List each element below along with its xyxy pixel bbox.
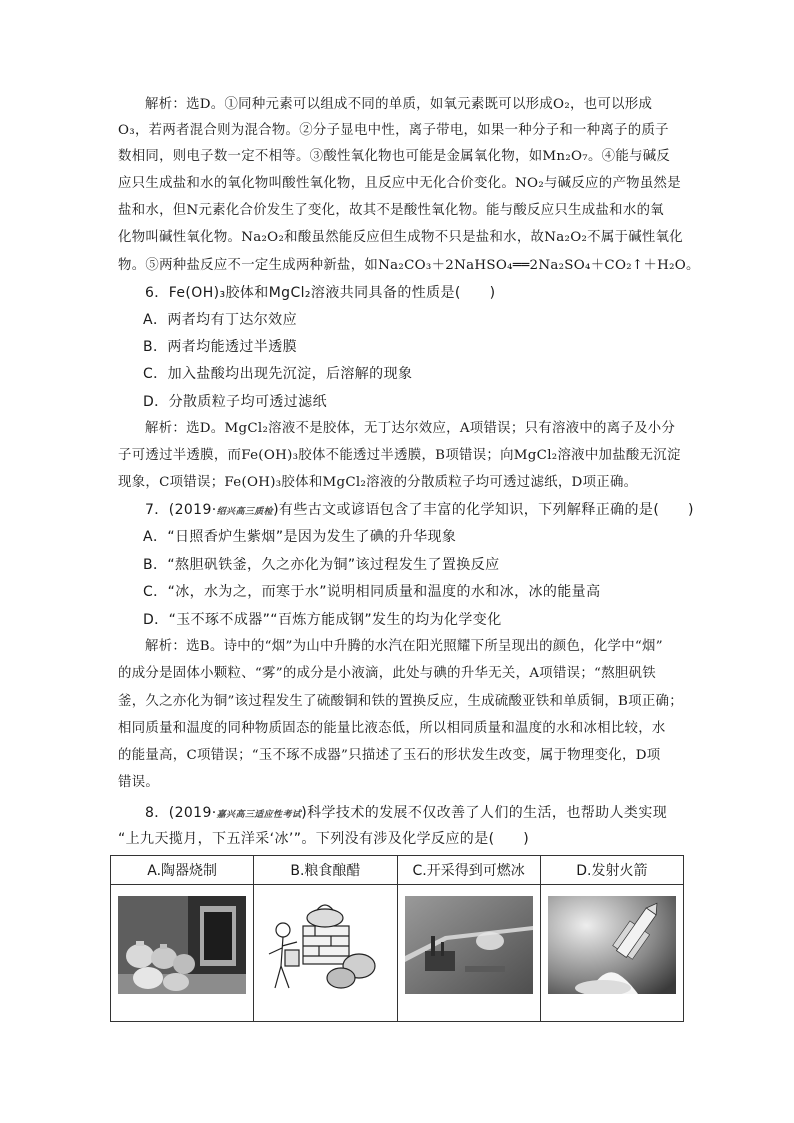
explanation-line: 盐和水，但N元素化合价发生了变化，故其不是酸性氧化物。能与酸反应只生成盐和水的氧 — [118, 203, 664, 218]
combustible-ice-mining-image — [405, 896, 533, 994]
rocket-launch-image — [548, 896, 676, 994]
explanation-line: 应只生成盐和水的氧化物叫酸性氧化物，且反应中无化合价变化。NO₂与碱反应的产物虽然是 — [118, 176, 681, 191]
options-table — [110, 855, 684, 1022]
explanation-line: 的能量高，C项错误；“玉不琢不成器”只描述了玉石的形状发生改变，属于物理变化，D项 — [118, 748, 661, 763]
question-stem — [145, 500, 694, 522]
explanation-line: 现象，C项错误；Fe(OH)₃胶体和MgCl₂溶液的分散质粒子均可透过滤纸，D项正确。 — [118, 475, 638, 490]
option-d-label: D.发射火箭 — [540, 856, 683, 885]
option-d: D．分散质粒子均可透过滤纸 — [143, 394, 327, 410]
explanation-line: 错误。 — [118, 775, 160, 790]
explanation-line: 的成分是固体小颗粒、“雾”的成分是小液滴，此处与碘的升华无关，A项错误；“熬胆矾铁 — [118, 666, 656, 681]
option-b: B．“熬胆矾铁釜，久之亦化为铜”该过程发生了置换反应 — [143, 557, 500, 573]
question-source: 绍兴高三质检 — [216, 507, 274, 517]
question-number: 8．(2019· — [145, 805, 217, 821]
explanation-line: 子可透过半透膜，而Fe(OH)₃胶体不能透过半透膜，B项错误；向MgCl₂溶液中加盐酸无沉淀 — [118, 448, 681, 463]
explanation-line: 物。⑤两种盐反应不一定生成两种新盐，如Na₂CO₃＋2NaHSO₄══2Na₂SO₄＋CO₂↑＋H₂O。 — [118, 258, 700, 273]
vinegar-brewing-image — [261, 896, 389, 994]
question-stem — [145, 803, 690, 825]
option-a: A．“日照香炉生紫烟”是因为发生了碘的升华现象 — [143, 529, 457, 545]
option-a: A．两者均有丁达尔效应 — [143, 312, 297, 328]
option-b: B．两者均能透过半透膜 — [143, 339, 298, 355]
explanation-line: 解析：选B。诗中的“烟”为山中升腾的水汽在阳光照耀下所呈现出的颜色，化学中“烟” — [145, 639, 663, 654]
option-c: C．“冰，水为之，而寒于水”说明相同质量和温度的水和冰，冰的能量高 — [143, 584, 601, 600]
question-stem: 6．Fe(OH)₃胶体和MgCl₂溶液共同具备的性质是( ) — [145, 285, 496, 301]
explanation-line: 化物叫碱性氧化物。Na₂O₂和酸虽然能反应但生成物不只是盐和水，故Na₂O₂不属于碱性氧化 — [118, 230, 683, 245]
option-b-label: B.粮食酿醋 — [254, 856, 397, 885]
option-d: D．“玉不琢不成器”“百炼方能成钢”发生的均为化学变化 — [143, 612, 502, 628]
option-d-image-cell — [540, 885, 683, 1022]
question-source: 嘉兴高三适应性考试 — [216, 810, 302, 820]
option-c-image-cell — [397, 885, 540, 1022]
pottery-kiln-image — [118, 896, 246, 994]
question-stem-line2: “上九天揽月，下五洋采‘冰’”。下列没有涉及化学反应的是( ) — [118, 831, 530, 847]
explanation-line: 数相同，则电子数一定不相等。③酸性氧化物也可能是金属氧化物，如Mn₂O₇。④能与碱反 — [118, 149, 671, 164]
question-text: )有些古文或谚语包含了丰富的化学知识，下列解释正确的是( ) — [273, 502, 694, 518]
question-text: )科学技术的发展不仅改善了人们的生活，也帮助人类实现 — [301, 805, 668, 821]
explanation-line: O₃，若两者混合则为混合物。②分子显电中性，离子带电，如果一种分子和一种离子的质子 — [118, 123, 669, 138]
option-a-label: A.陶器烧制 — [111, 856, 254, 885]
explanation-line: 相同质量和温度的同种物质固态的能量比液态低，所以相同质量和温度的水和冰相比较，水 — [118, 721, 666, 736]
question-number: 7．(2019· — [145, 502, 217, 518]
option-b-image-cell — [254, 885, 397, 1022]
option-a-image-cell — [111, 885, 254, 1022]
explanation-line: 解析：选D。①同种元素可以组成不同的单质，如氧元素既可以形成O₂，也可以形成 — [145, 97, 653, 112]
option-c-label: C.开采得到可燃冰 — [397, 856, 540, 885]
explanation-line: 解析：选D。MgCl₂溶液不是胶体，无丁达尔效应，A项错误；只有溶液中的离子及小分 — [145, 421, 676, 436]
explanation-line: 釜，久之亦化为铜”该过程发生了硫酸铜和铁的置换反应，生成硫酸亚铁和单质铜，B项正确； — [118, 694, 683, 709]
option-c: C．加入盐酸均出现先沉淀，后溶解的现象 — [143, 366, 413, 382]
